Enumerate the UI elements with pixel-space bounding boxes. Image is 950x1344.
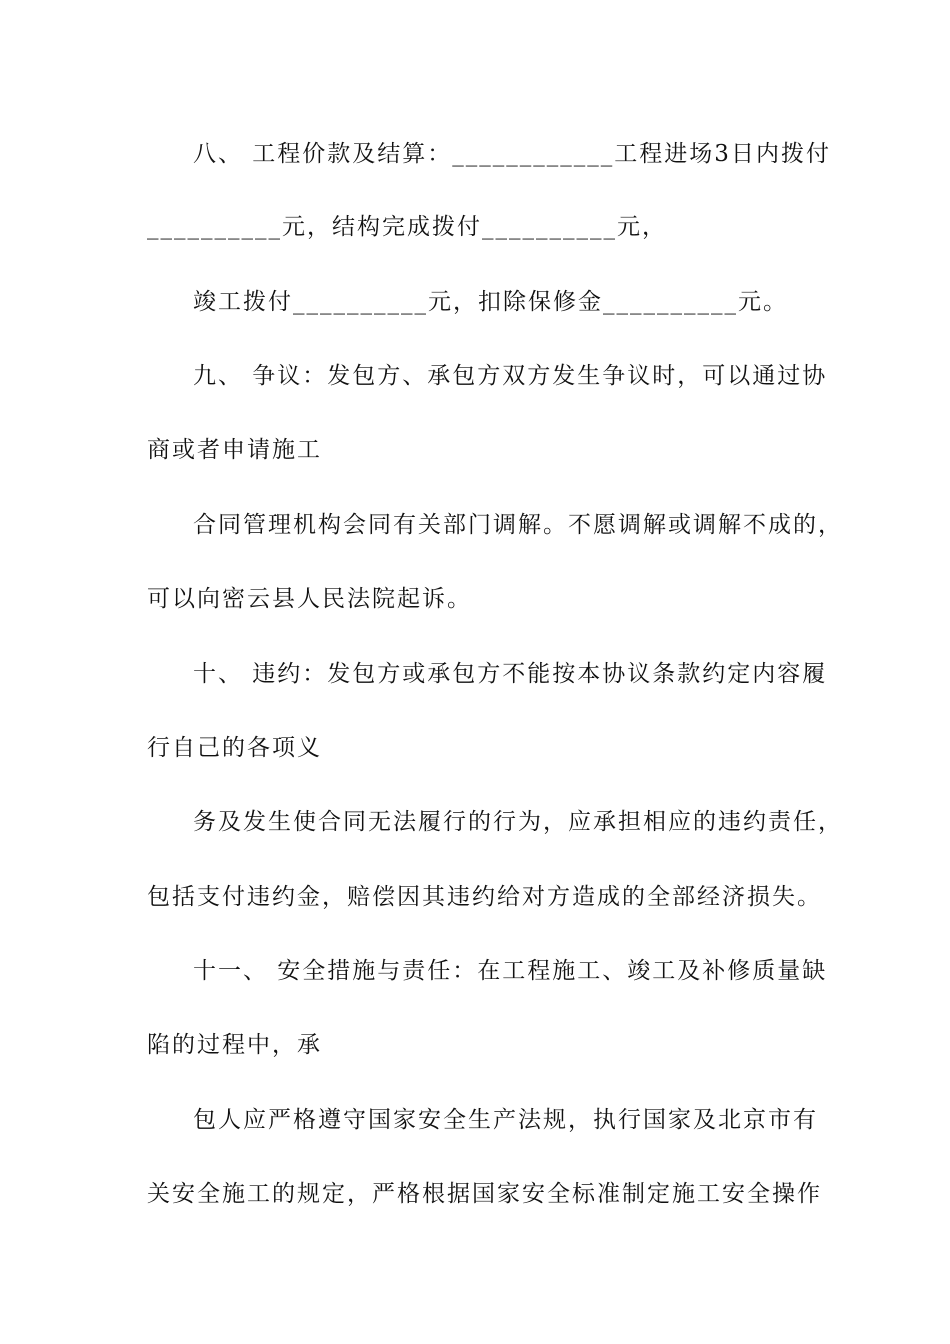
clause-11-line-2: 陷的过程中，承 [147,1032,322,1058]
clause-8-line-1: 八、 工程价款及结算：____________工程进场3日内拨付 [193,141,831,167]
clause-10-line-1: 十、 违约：发包方或承包方不能按本协议条款约定内容履 [193,661,828,687]
clause-10-line-3: 务及发生使合同无法履行的行为，应承担相应的违约责任， [193,809,843,835]
clause-8-line-3: 竣工拨付__________元，扣除保修金__________元。 [193,289,788,315]
clause-10-line-4: 包括支付违约金，赔偿因其违约给对方造成的全部经济损失。 [147,884,822,910]
clause-9-line-4: 可以向密云县人民法院起诉。 [147,586,472,612]
clause-9-line-2: 商或者申请施工 [147,437,322,463]
clause-8-line-2: __________元，结构完成拨付__________元， [147,214,667,240]
clause-10-line-2: 行自己的各项义 [147,735,322,761]
clause-9-line-1: 九、 争议：发包方、承包方双方发生争议时，可以通过协 [193,363,828,389]
clause-11-line-3: 包人应严格遵守国家安全生产法规，执行国家及北京市有 [193,1107,818,1133]
clause-9-line-3: 合同管理机构会同有关部门调解。不愿调解或调解不成的， [193,512,843,538]
clause-11-line-4: 关安全施工的规定，严格根据国家安全标准制定施工安全操作 [147,1181,822,1207]
clause-11-line-1: 十一、 安全措施与责任：在工程施工、竣工及补修质量缺 [193,958,828,984]
